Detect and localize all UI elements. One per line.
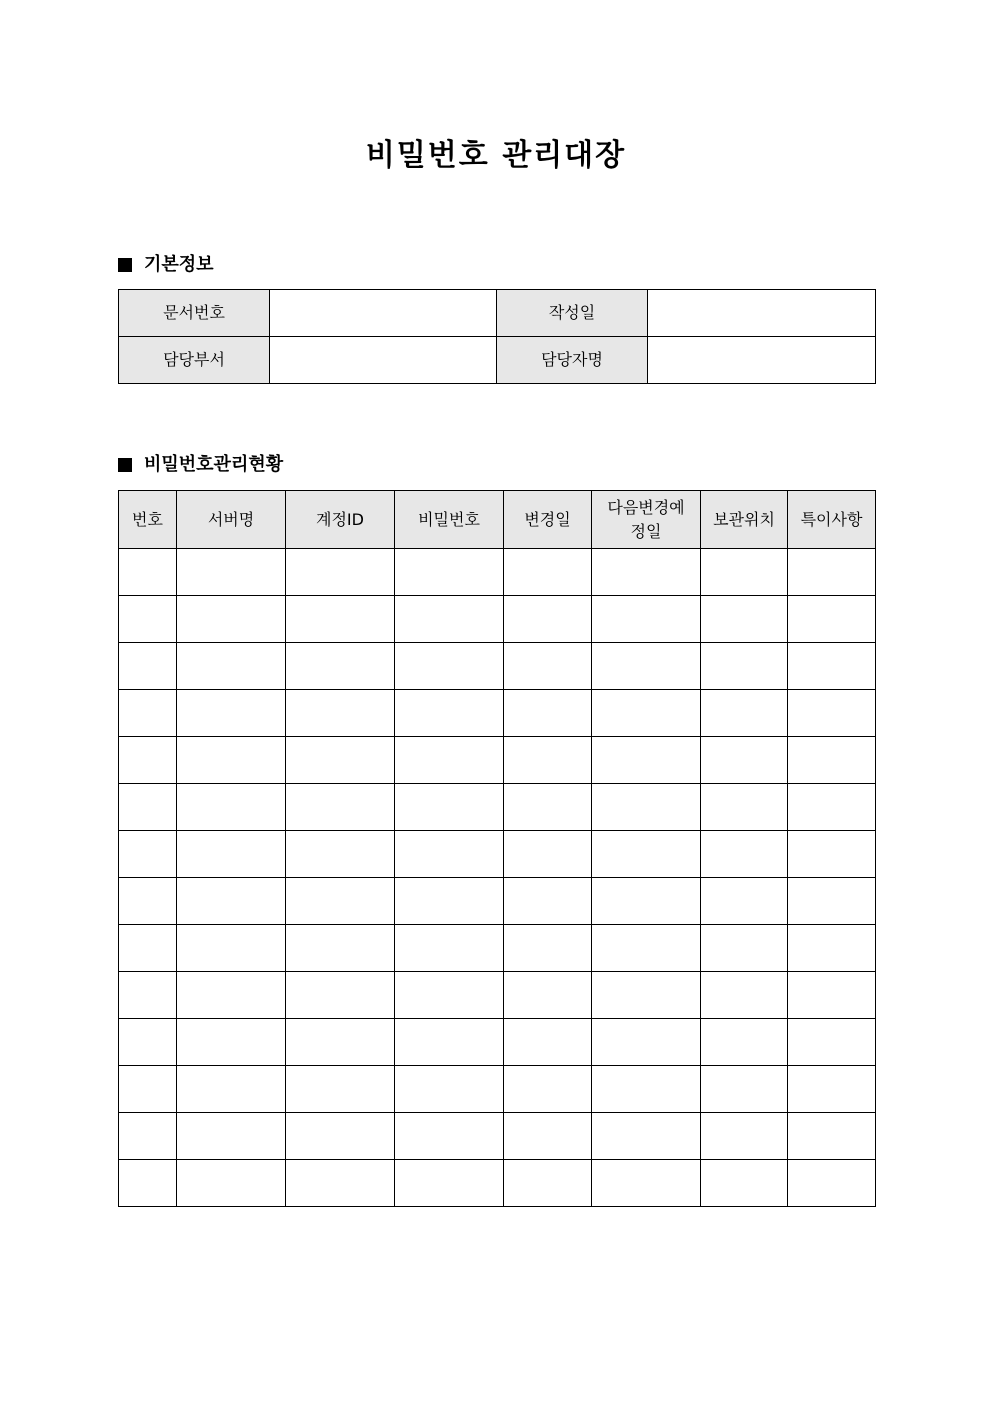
department-field[interactable] [270,337,497,384]
column-header-server-name: 서버명 [177,491,286,549]
cell-number[interactable] [119,643,177,690]
column-header-account-id: 계정ID [286,491,395,549]
cell-account-id[interactable] [286,1113,395,1160]
cell-remarks[interactable] [788,972,876,1019]
cell-password[interactable] [395,1113,504,1160]
cell-remarks[interactable] [788,737,876,784]
cell-password[interactable] [395,690,504,737]
cell-next-change-date[interactable] [592,925,701,972]
cell-server-name[interactable] [177,690,286,737]
cell-number[interactable] [119,1113,177,1160]
cell-next-change-date[interactable] [592,831,701,878]
cell-remarks[interactable] [788,784,876,831]
basic-info-heading-label: 기본정보 [144,254,214,275]
cell-remarks[interactable] [788,1160,876,1207]
cell-server-name[interactable] [177,925,286,972]
cell-remarks[interactable] [788,878,876,925]
created-date-field[interactable] [648,290,876,337]
cell-server-name[interactable] [177,784,286,831]
cell-password[interactable] [395,972,504,1019]
table-row [119,1160,876,1207]
created-date-label: 작성일 [497,290,648,337]
cell-password[interactable] [395,549,504,596]
cell-changed-date[interactable] [504,643,592,690]
cell-number[interactable] [119,972,177,1019]
cell-password[interactable] [395,784,504,831]
cell-changed-date[interactable] [504,1160,592,1207]
column-header-storage-location: 보관위치 [701,491,788,549]
column-header-number: 번호 [119,491,177,549]
cell-server-name[interactable] [177,1019,286,1066]
cell-storage-location[interactable] [701,549,788,596]
cell-storage-location[interactable] [701,972,788,1019]
cell-password[interactable] [395,596,504,643]
cell-remarks[interactable] [788,1066,876,1113]
cell-server-name[interactable] [177,596,286,643]
cell-next-change-date[interactable] [592,690,701,737]
cell-next-change-date[interactable] [592,643,701,690]
document-title: 비밀번호 관리대장 [365,138,627,173]
cell-storage-location[interactable] [701,643,788,690]
cell-changed-date[interactable] [504,737,592,784]
password-status-table [118,490,876,1207]
cell-account-id[interactable] [286,831,395,878]
cell-account-id[interactable] [286,1066,395,1113]
table-row [119,784,876,831]
column-header-next-change-date: 다음변경예정일 [592,491,701,549]
basic-info-table [118,289,876,384]
cell-storage-location[interactable] [701,737,788,784]
cell-remarks[interactable] [788,596,876,643]
cell-number[interactable] [119,690,177,737]
cell-storage-location[interactable] [701,925,788,972]
cell-next-change-date[interactable] [592,878,701,925]
manager-name-field[interactable] [648,337,876,384]
cell-server-name[interactable] [177,737,286,784]
table-row [119,831,876,878]
department-label: 담당부서 [119,337,270,384]
cell-storage-location[interactable] [701,1113,788,1160]
cell-remarks[interactable] [788,549,876,596]
cell-storage-location[interactable] [701,784,788,831]
cell-account-id[interactable] [286,596,395,643]
cell-password[interactable] [395,925,504,972]
cell-server-name[interactable] [177,1113,286,1160]
cell-server-name[interactable] [177,972,286,1019]
cell-next-change-date[interactable] [592,1160,701,1207]
cell-changed-date[interactable] [504,925,592,972]
cell-password[interactable] [395,1019,504,1066]
cell-number[interactable] [119,878,177,925]
cell-account-id[interactable] [286,784,395,831]
column-header-changed-date: 변경일 [504,491,592,549]
cell-next-change-date[interactable] [592,784,701,831]
table-header-row [119,491,876,549]
cell-password[interactable] [395,643,504,690]
cell-storage-location[interactable] [701,690,788,737]
cell-number[interactable] [119,549,177,596]
cell-password[interactable] [395,1066,504,1113]
cell-account-id[interactable] [286,737,395,784]
cell-account-id[interactable] [286,1160,395,1207]
cell-account-id[interactable] [286,690,395,737]
table-row [119,549,876,596]
cell-server-name[interactable] [177,1066,286,1113]
cell-password[interactable] [395,1160,504,1207]
cell-changed-date[interactable] [504,878,592,925]
cell-server-name[interactable] [177,878,286,925]
table-row [119,925,876,972]
cell-next-change-date[interactable] [592,1066,701,1113]
cell-account-id[interactable] [286,972,395,1019]
cell-password[interactable] [395,737,504,784]
table-row [119,1113,876,1160]
table-row [119,643,876,690]
cell-number[interactable] [119,737,177,784]
table-row [119,690,876,737]
cell-storage-location[interactable] [701,1066,788,1113]
cell-server-name[interactable] [177,643,286,690]
cell-remarks[interactable] [788,690,876,737]
cell-changed-date[interactable] [504,1066,592,1113]
cell-next-change-date[interactable] [592,737,701,784]
table-row [119,972,876,1019]
cell-account-id[interactable] [286,925,395,972]
cell-next-change-date[interactable] [592,549,701,596]
cell-number[interactable] [119,1066,177,1113]
basic-info-row [119,337,876,384]
cell-number[interactable] [119,1019,177,1066]
cell-number[interactable] [119,831,177,878]
cell-changed-date[interactable] [504,1019,592,1066]
cell-number[interactable] [119,784,177,831]
doc-number-label: 문서번호 [119,290,270,337]
cell-changed-date[interactable] [504,549,592,596]
square-bullet-icon [118,258,132,272]
table-row [119,737,876,784]
cell-remarks[interactable] [788,925,876,972]
table-row [119,596,876,643]
cell-remarks[interactable] [788,831,876,878]
table-row [119,1019,876,1066]
cell-remarks[interactable] [788,643,876,690]
cell-number[interactable] [119,925,177,972]
cell-remarks[interactable] [788,1113,876,1160]
cell-changed-date[interactable] [504,972,592,1019]
cell-number[interactable] [119,1160,177,1207]
cell-changed-date[interactable] [504,690,592,737]
table-row [119,1066,876,1113]
cell-changed-date[interactable] [504,1113,592,1160]
cell-server-name[interactable] [177,831,286,878]
basic-info-heading [118,253,214,277]
cell-storage-location[interactable] [701,878,788,925]
cell-next-change-date[interactable] [592,972,701,1019]
cell-account-id[interactable] [286,1019,395,1066]
doc-number-field[interactable] [270,290,497,337]
column-header-password: 비밀번호 [395,491,504,549]
cell-storage-location[interactable] [701,1160,788,1207]
cell-server-name[interactable] [177,1160,286,1207]
cell-storage-location[interactable] [701,1019,788,1066]
cell-changed-date[interactable] [504,596,592,643]
cell-remarks[interactable] [788,1019,876,1066]
table-row [119,878,876,925]
password-status-heading [118,453,283,477]
cell-storage-location[interactable] [701,596,788,643]
column-header-remarks: 특이사항 [788,491,876,549]
cell-server-name[interactable] [177,549,286,596]
cell-number[interactable] [119,596,177,643]
square-bullet-icon [118,458,132,472]
basic-info-row [119,290,876,337]
cell-next-change-date[interactable] [592,1113,701,1160]
cell-password[interactable] [395,878,504,925]
password-status-heading-label: 비밀번호관리현황 [144,454,284,475]
cell-account-id[interactable] [286,549,395,596]
cell-changed-date[interactable] [504,831,592,878]
cell-password[interactable] [395,831,504,878]
cell-next-change-date[interactable] [592,1019,701,1066]
cell-account-id[interactable] [286,878,395,925]
cell-account-id[interactable] [286,643,395,690]
manager-name-label: 담당자명 [497,337,648,384]
cell-storage-location[interactable] [701,831,788,878]
cell-next-change-date[interactable] [592,596,701,643]
cell-changed-date[interactable] [504,784,592,831]
